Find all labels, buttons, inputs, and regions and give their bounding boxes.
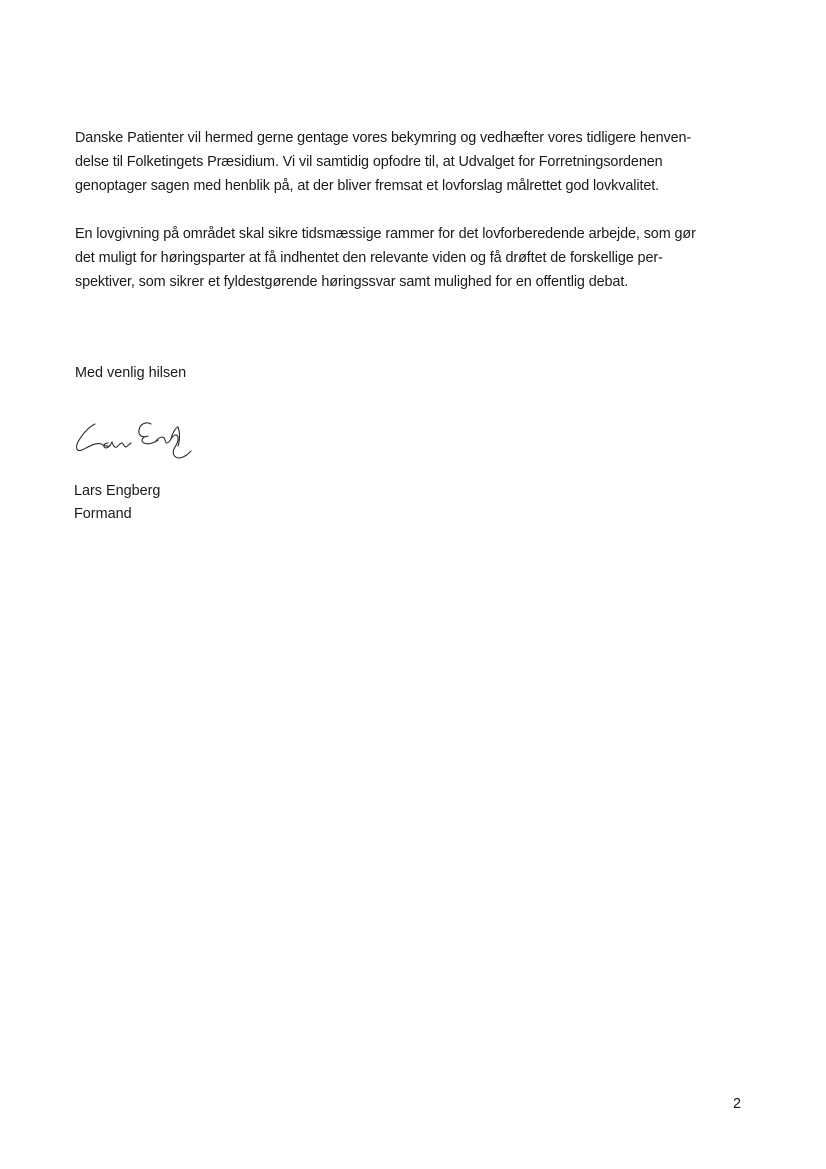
page-number: 2	[733, 1096, 742, 1112]
paragraph-line: Danske Patienter vil hermed gerne gentage vores bekymring og vedhæfter vores tidligere henven-	[75, 130, 692, 146]
paragraph-line: spektiver, som sikrer et fyldestgørende høringssvar samt mulighed for en offentlig debat.	[75, 274, 629, 290]
paragraph-1	[75, 126, 765, 198]
paragraph-2	[75, 222, 765, 294]
closing-salutation: Med venlig hilsen	[75, 365, 187, 381]
signatory-title: Formand	[74, 506, 132, 522]
signatory-name: Lars Engberg	[74, 483, 161, 499]
paragraph-line: genoptager sagen med henblik på, at der bliver fremsat et lovforslag målrettet god lovkvalitet.	[75, 178, 660, 194]
handwritten-signature	[68, 410, 198, 472]
paragraph-line: En lovgivning på området skal sikre tidsmæssige rammer for det lovforberedende arbejde, som gør	[75, 226, 696, 242]
paragraph-line: delse til Folketingets Præsidium. Vi vil samtidig opfodre til, at Udvalget for Forretningsordenen	[75, 154, 663, 170]
paragraph-line: det muligt for høringsparter at få indhentet den relevante viden og få drøftet de forskellige per-	[75, 250, 663, 266]
